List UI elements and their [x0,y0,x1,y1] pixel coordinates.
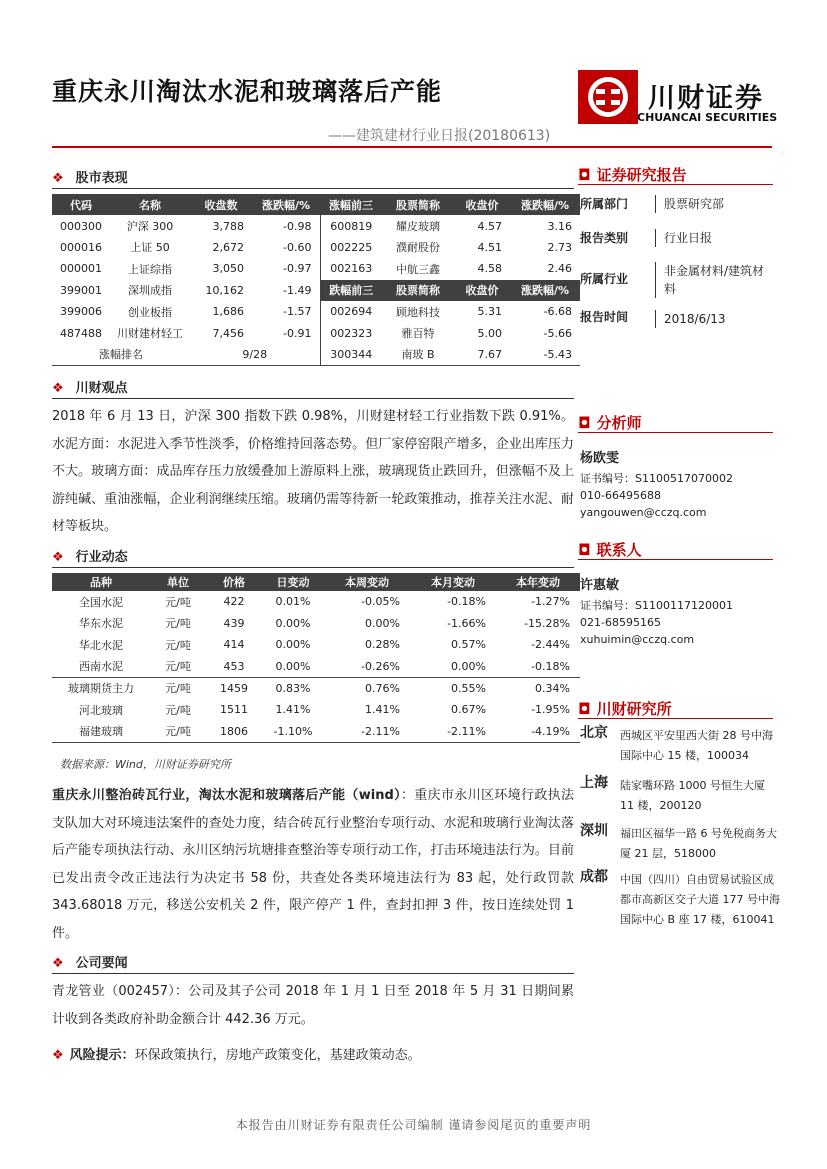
divider [52,188,574,189]
square-icon: ◘ [578,166,591,184]
section-company-heading: ❖ 公司要闻 [52,956,128,971]
news-body: ：重庆市永川区环境行政执法支队加大对环境违法案件的查处力度，结合砖瓦行业整治专项行动、水泥和玻璃行业淘汰落后产能专项执法行动、永川区纳污坑塘排查整治等专项行动工作，打击环境违法行为。目前已发出责令改正违法行为决定书 58 份，共查处各类环境违法行为 83 起，处行政罚款 343.68018 万元，移送公安机关 2 件，限产停产 1 件，查封扣押 3 件，按日连续处罚 1 件。 [52,788,574,941]
news-paragraph [52,782,574,947]
analyst-phone: 010-66495688 [580,489,661,502]
contact-name: 许惠敏 [580,578,620,593]
contact-heading: ◘ 联系人 [578,541,642,559]
table-row: 河北玻璃 元/吨 1511 1.41% 1.41% 0.67% -1.95% [79,703,570,717]
table-row: 全国水泥 元/吨 422 0.01% -0.05% -0.18% -1.27% [79,595,570,609]
table-row: 000001 上证综指 3,050 -0.97 002163 中航三鑫 4.58 2.46 [52,258,580,279]
chuancai-logo-icon [578,70,638,124]
report-subtitle: ——建筑建材行业日报(20180613) [328,128,551,144]
office-address: 西城区平安里西大街 28 号中海国际中心 15 楼，100034 [620,729,773,762]
divider [578,184,773,185]
square-icon: ◘ [578,414,591,432]
info-label: 报告类别 [580,231,629,245]
info-value: 2018/6/13 [655,310,775,328]
info-value: 行业日报 [655,229,775,247]
diamond-icon: ❖ [52,171,64,186]
page-title: 重庆永川淘汰水泥和玻璃落后产能 [52,77,443,106]
table-row: 玻璃期货主力 元/吨 1459 0.83% 0.76% 0.55% 0.34% [52,677,580,699]
square-icon: ◘ [578,700,591,718]
analyst-cert: 证书编号：S1100517070002 [580,472,733,485]
logo-english: CHUANCAI SECURITIES [637,111,778,124]
header-rule [52,146,772,148]
table-row: 487488 川财建材轻工 7,456 -0.91 002323 雅百特 5.00 -5.66 [52,322,580,343]
square-icon: ◘ [578,541,591,559]
table-row: 华东水泥 元/吨 439 0.00% 0.00% -1.66% -15.28% [79,616,570,631]
market-table: 代码 名称 收盘数 涨跌幅/% 涨幅前三 股票简称 收盘价 涨跌幅/% 000300 沪深 300 3,788 -0.98 600819 耀皮玻璃 4.57 3.16 000016 上证 50 2,672 -0.60 002225 濮耐股份 4.51 2.73 000001 上证综指 3,050 -0.97 002163 中航三鑫 4.58 2.46 399001 深圳成指 10,162 -1.49 跌幅前三 股票简称 收盘价 涨跌幅/% 399006 创业板指 1,686 -1.57 002694 顾地科技 5.31 -6.68 487488 川财建材轻工 7,456 -0.91 002323 雅百特 5.00 -5.66 涨幅排名 9/28 300344 南玻 B 7.67 -5.43 [52,194,580,366]
divider [52,567,574,568]
info-label: 所属行业 [580,272,629,286]
analyst-email[interactable]: yangouwen@cczq.com [580,506,707,519]
divider [578,432,773,433]
risk-note: ❖ 风险提示：环保政策执行，房地产政策变化，基建政策动态。 [52,1048,421,1063]
table-row: 399001 深圳成指 10,162 -1.49 跌幅前三 股票简称 收盘价 涨跌幅/% [52,280,580,301]
company-paragraph: 青龙管业（002457）：公司及其子公司 2018 年 1 月 1 日至 2018 年 5 月 31 日期间累计收到各类政府补助金额合计 442.36 万元。 [52,984,574,1027]
table-row: 涨幅排名 9/28 300344 南玻 B 7.67 -5.43 [52,344,580,365]
industry-table: 品种 单位 价格 日变动 本周变动 本月变动 本年变动 全国水泥 元/吨 422 0.01% -0.05% -0.18% -1.27% 华东水泥 元/吨 439 0.00% 0.00% -1.66% -15.28% 华北水泥 元/吨 414 0.00% 0.28% 0.57% -2.44% 西南水泥 元/吨 453 0.00% -0.26% 0.00% -0.18% 玻璃期货主力 元/吨 1459 0.83% 0.76% 0.55% 0.34% 河北玻璃 元/吨 1511 1.41% 1.41% 0.67% -1.95% 福建玻璃 元/吨 1806 -1.10% -2.11% -2.11% -4.19% [52,573,580,743]
table-row: 西南水泥 元/吨 453 0.00% -0.26% 0.00% -0.18% [79,659,570,674]
office-city: 成都 [580,869,608,885]
office-address: 陆家嘴环路 1000 号恒生大厦 11 楼，200120 [620,779,765,812]
diamond-icon: ❖ [52,956,64,971]
office-city: 深圳 [580,823,608,839]
view-paragraph: 2018 年 6 月 13 日，沪深 300 指数下跌 0.98%，川财建材轻工行业指数下跌 0.91%。水泥方面：水泥进入季节性淡季，价格维持回落态势。但厂家停窑限产增多，企业出库压力不大。玻璃方面：成品库存压力放缓叠加上游原料上涨，玻璃现货止跌回升，但涨幅不及上游纯碱、重油涨幅，企业利润继续压缩。玻璃仍需等待新一轮政策推动，推荐关注水泥、耐材等板块。 [52,409,574,534]
office-address: 中国（四川）自由贸易试验区成都市高新区交子大道 177 号中海国际中心 B 座 17 楼，610041 [620,873,780,926]
logo-name: 川财证券 [648,83,764,114]
section-market-heading: ❖ 股市表现 [52,171,128,186]
institute-heading: ◘ 川财研究所 [578,700,672,718]
divider [578,718,773,719]
table-row: 华北水泥 元/吨 414 0.00% 0.28% 0.57% -2.44% [79,638,570,652]
section-industry-heading: ❖ 行业动态 [52,550,128,565]
diamond-icon: ❖ [52,1048,64,1063]
contact-cert: 证书编号：S1100117120001 [580,599,733,612]
table-row: 000016 上证 50 2,672 -0.60 002225 濮耐股份 4.51 2.73 [52,237,580,258]
info-value: 股票研究部 [655,195,775,213]
report-heading: ◘ 证券研究报告 [578,166,687,184]
table-row: 399006 创业板指 1,686 -1.57 002694 顾地科技 5.31 -6.68 [52,301,580,322]
info-label: 所属部门 [580,197,629,211]
office-address: 福田区福华一路 6 号免税商务大厦 21 层，518000 [620,827,777,860]
contact-email[interactable]: xuhuimin@cczq.com [580,633,695,646]
diamond-icon: ❖ [52,381,64,396]
divider [578,559,773,560]
diamond-icon: ❖ [52,550,64,565]
footer-disclaimer: 本报告由川财证券有限责任公司编制 谨请参阅尾页的重要声明 [235,1118,592,1132]
table-row: 000300 沪深 300 3,788 -0.98 600819 耀皮玻璃 4.57 3.16 [52,215,580,236]
data-source-note: 数据来源：Wind，川财证券研究所 [60,758,231,771]
info-value: 非金属材料/建筑材料 [655,262,775,298]
info-label: 报告时间 [580,310,629,324]
office-city: 北京 [580,725,608,741]
contact-phone: 021-68595165 [580,616,661,629]
table-row: 福建玻璃 元/吨 1806 -1.10% -2.11% -2.11% -4.19% [52,721,580,743]
divider [52,398,574,399]
divider [52,973,574,974]
office-city: 上海 [580,775,608,791]
news-headline: 重庆永川整治砖瓦行业，淘汰水泥和玻璃落后产能（wind） [52,788,401,803]
analyst-name: 杨欧雯 [580,451,620,466]
section-view-heading: ❖ 川财观点 [52,381,128,396]
analyst-heading: ◘ 分析师 [578,414,642,432]
